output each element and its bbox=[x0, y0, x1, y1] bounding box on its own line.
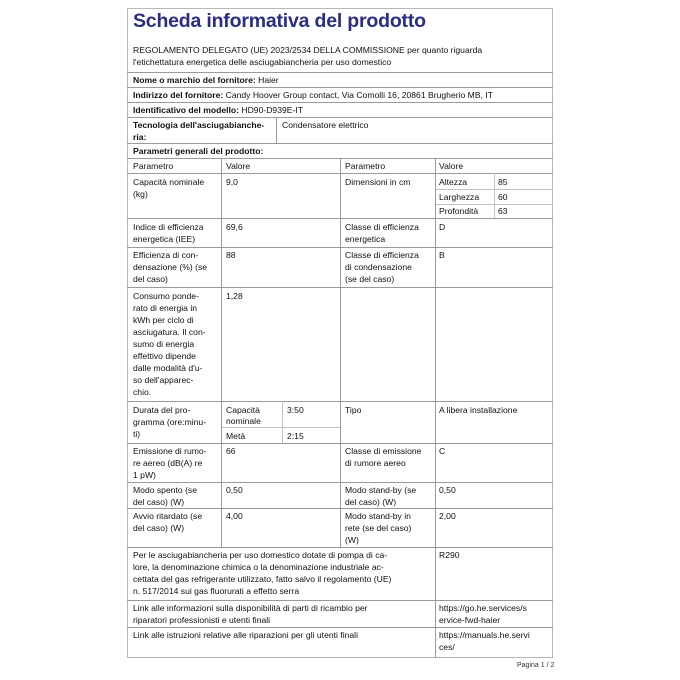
supplier-address-value: Candy Hoover Group contact, Via Comolli 16, 20861 Brugherio MB, IT bbox=[223, 90, 493, 100]
delay-start-label-2: del caso) (W) bbox=[133, 523, 185, 533]
repair-instructions-link-1[interactable]: https://manuals.he.servi bbox=[439, 630, 530, 640]
refrigerant-value: R290 bbox=[439, 550, 460, 560]
duration-label-1: Durata del pro- bbox=[133, 405, 191, 415]
condensation-class-value: B bbox=[439, 250, 445, 260]
supplier-address-label: Indirizzo del fornitore: bbox=[133, 90, 224, 100]
height-value: 85 bbox=[498, 177, 508, 187]
noise-class-label-2: di rumore aereo bbox=[345, 458, 406, 468]
spare-parts-link-2[interactable]: ervice-fwd-haier bbox=[439, 615, 501, 625]
regulation-line-1 bbox=[133, 44, 482, 56]
rated-capacity-label-2: nominale bbox=[226, 416, 261, 426]
regulation-line-2: l'etichettatura energetica delle asciugabiancheria per uso domestico bbox=[133, 57, 392, 67]
capacity-label-unit: (kg) bbox=[133, 189, 148, 199]
standby-label-2: del caso) (W) bbox=[345, 497, 397, 507]
technology-value: Condensatore elettrico bbox=[282, 120, 369, 130]
width-label: Larghezza bbox=[439, 192, 480, 202]
noise-class-label-1: Classe di emissione bbox=[345, 446, 422, 456]
depth-value: 63 bbox=[498, 206, 508, 216]
condensation-efficiency-label-1: Efficienza di con- bbox=[133, 250, 199, 260]
half-load-duration: 2:15 bbox=[287, 431, 304, 441]
capacity-label: Capacità nominale bbox=[133, 177, 205, 187]
spare-parts-label-1: Link alle informazioni sulla disponibilità di parti di ricambio per bbox=[133, 603, 368, 613]
supplier-address-row bbox=[133, 89, 493, 101]
noise-label-2: re aereo (dB(A) re bbox=[133, 458, 203, 468]
noise-label-1: Emissione di rumo- bbox=[133, 446, 207, 456]
noise-value: 66 bbox=[226, 446, 236, 456]
refrigerant-label-4: n. 517/2014 sui gas fluorurati a effetto serra bbox=[133, 586, 300, 596]
supplier-name-value: Haier bbox=[255, 75, 279, 85]
dimensions-label: Dimensioni in cm bbox=[345, 177, 411, 187]
energy-class-value: D bbox=[439, 222, 446, 232]
networked-standby-label-3: (W) bbox=[345, 535, 359, 545]
energy-consumption-label-9: chio. bbox=[133, 387, 152, 397]
type-label: Tipo bbox=[345, 405, 362, 415]
off-mode-value: 0,50 bbox=[226, 485, 243, 495]
repair-instructions-label: Link alle istruzioni relative alle riparazioni per gli utenti finali bbox=[133, 630, 358, 640]
eei-label: Indice di efficienza bbox=[133, 222, 204, 232]
energy-class-label-2: energetica bbox=[345, 234, 386, 244]
energy-consumption-value: 1,28 bbox=[226, 291, 243, 301]
networked-standby-label-2: rete (se del caso) bbox=[345, 523, 412, 533]
column-header-value: Valore bbox=[226, 161, 251, 171]
page-number: Pagina 1 / 2 bbox=[517, 662, 555, 669]
energy-consumption-label-7: dalle modalità d'u- bbox=[133, 363, 203, 373]
condensation-efficiency-label-3: del caso) bbox=[133, 274, 168, 284]
networked-standby-label-1: Modo stand-by in bbox=[345, 511, 411, 521]
column-header-value-2: Valore bbox=[439, 161, 464, 171]
general-parameters-heading: Parametri generali del prodotto: bbox=[133, 146, 264, 156]
supplier-name-row bbox=[133, 74, 279, 86]
refrigerant-label-1: Per le asciugabiancheria per uso domestico dotate di pompa di ca- bbox=[133, 550, 388, 560]
energy-consumption-label-6: effettivo dipende bbox=[133, 351, 196, 361]
networked-standby-value: 2,00 bbox=[439, 511, 456, 521]
spare-parts-link-1[interactable]: https://go.he.services/s bbox=[439, 603, 527, 613]
energy-consumption-label-4: asciugatura. Il con- bbox=[133, 327, 206, 337]
height-label: Altezza bbox=[439, 177, 468, 187]
condensation-class-label-3: (se del caso) bbox=[345, 274, 395, 284]
off-mode-label-2: del caso) (W) bbox=[133, 497, 185, 507]
delay-start-value: 4,00 bbox=[226, 511, 243, 521]
energy-consumption-label-8: so dell'apparec- bbox=[133, 375, 194, 385]
width-value: 60 bbox=[498, 192, 508, 202]
column-header-parameter-2: Parametro bbox=[345, 161, 386, 171]
refrigerant-label-2: lore, la denominazione chimica o la denominazione industriale ac- bbox=[133, 562, 384, 572]
duration-label-3: ti) bbox=[133, 429, 141, 439]
technology-label-1: Tecnologia dell'asciugabianche- bbox=[133, 120, 265, 130]
eei-value: 69,6 bbox=[226, 222, 243, 232]
regulation-reference: REGOLAMENTO DELEGATO (UE) 2023/2534 DELLA COMMISSIONE bbox=[133, 45, 405, 55]
model-identifier-label: Identificativo del modello: bbox=[133, 105, 239, 115]
noise-label-3: 1 pW) bbox=[133, 470, 156, 480]
off-mode-label-1: Modo spento (se bbox=[133, 485, 198, 495]
delay-start-label-1: Avvio ritardato (se bbox=[133, 511, 203, 521]
energy-consumption-label-3: kWh per ciclo di bbox=[133, 315, 194, 325]
noise-class-value: C bbox=[439, 446, 446, 456]
duration-label-2: gramma (ore:minu- bbox=[133, 417, 207, 427]
model-identifier-value: HD90-D939E-IT bbox=[239, 105, 303, 115]
type-value: A libera installazione bbox=[439, 405, 518, 415]
energy-class-label: Classe di efficienza bbox=[345, 222, 419, 232]
energy-consumption-label-1: Consumo ponde- bbox=[133, 291, 199, 301]
condensation-class-label-2: di condensazione bbox=[345, 262, 412, 272]
supplier-name-label: Nome o marchio del fornitore: bbox=[133, 75, 256, 85]
spare-parts-label-2: riparatori professionisti e utenti finali bbox=[133, 615, 271, 625]
page-title: Scheda informativa del prodotto bbox=[133, 10, 426, 32]
standby-value: 0,50 bbox=[439, 485, 456, 495]
column-header-parameter: Parametro bbox=[133, 161, 174, 171]
eei-label-2: energetica (IEE) bbox=[133, 234, 196, 244]
model-identifier-row bbox=[133, 104, 303, 116]
condensation-efficiency-label-2: densazione (%) (se bbox=[133, 262, 208, 272]
half-load-label: Metà bbox=[226, 431, 246, 441]
energy-consumption-label-5: sumo di energia bbox=[133, 339, 195, 349]
technology-label-2: ria: bbox=[133, 132, 147, 142]
condensation-class-label-1: Classe di efficienza bbox=[345, 250, 419, 260]
depth-label: Profondità bbox=[439, 206, 479, 216]
regulation-line-1-rest: per quanto riguarda bbox=[404, 45, 483, 55]
energy-consumption-label-2: rato di energia in bbox=[133, 303, 198, 313]
rated-capacity-label-1: Capacità bbox=[226, 405, 260, 415]
repair-instructions-link-2[interactable]: ces/ bbox=[439, 642, 455, 652]
refrigerant-label-3: cettata del gas refrigerante utilizzato, fatto salvo il regolamento (UE) bbox=[133, 574, 392, 584]
condensation-efficiency-value: 88 bbox=[226, 250, 236, 260]
standby-label-1: Modo stand-by (se bbox=[345, 485, 417, 495]
rated-capacity-duration: 3:50 bbox=[287, 405, 304, 415]
capacity-value: 9,0 bbox=[226, 177, 238, 187]
